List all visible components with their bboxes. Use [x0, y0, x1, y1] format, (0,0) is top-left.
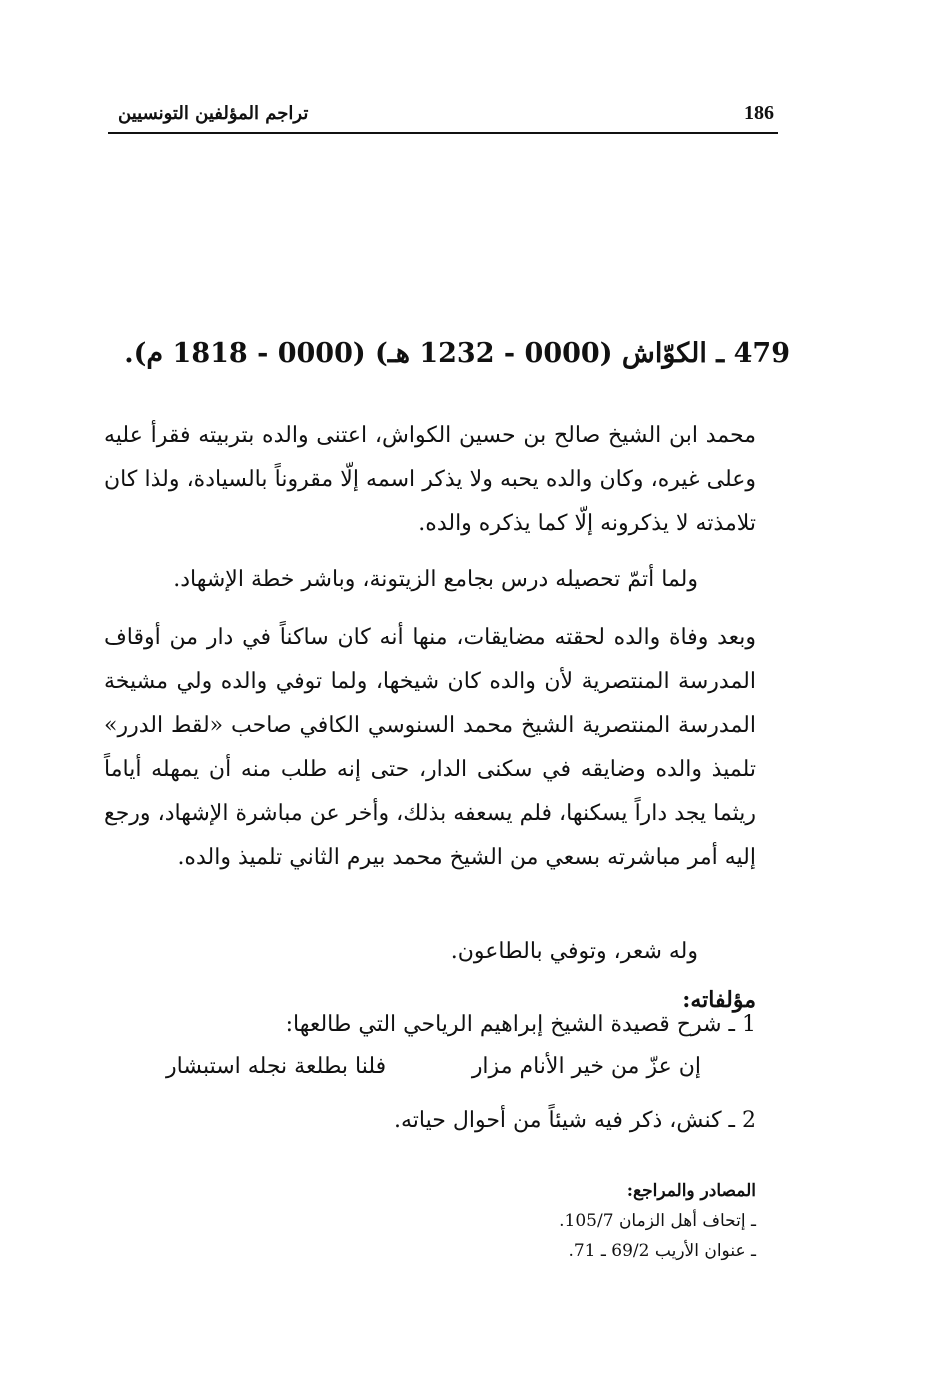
works-list [104, 1004, 756, 1142]
source-item-2: ـ عنوان الأريب 69/2 ـ 71. [568, 1241, 756, 1261]
work-item-2: 2 ـ كنش، ذكر فيه شيئاً من أحوال حياته. [394, 1108, 756, 1133]
biography-paragraph-4: وله شعر، وتوفي بالطاعون. [450, 939, 698, 964]
biography-paragraph-2: ولما أتمّ تحصيله درس بجامع الزيتونة، وباشر خطة الإشهاد. [173, 567, 698, 592]
source-item-1: ـ إتحاف أهل الزمان 105/7. [559, 1211, 756, 1231]
works-heading: مؤلفاته: [682, 987, 756, 1014]
sources-section [456, 1176, 756, 1266]
poetry-verse [166, 1046, 701, 1088]
verse-first-half: إن عزّ من خير الأنام مزار [471, 1054, 701, 1079]
verse-second-half: فلنا بطلعة نجله استبشار [166, 1054, 387, 1079]
page-number: 186 [744, 102, 774, 124]
running-title: تراجم المؤلفين التونسيين [118, 103, 309, 124]
biography-paragraph-3: وبعد وفاة والده لحقته مضايقات، منها أنه كان ساكناً في دار من أوقاف المدرسة المنتصرية لأن والده كان شيخها، ولما توفي والده ولي مشيخة المدرسة المنتصرية الشيخ محمد السنوسي الكافي صاحب «لقط الدرر» تلميذ والده وضايقه في سكنى الدار، حتى إنه طلب منه أن يمهله أياماً ريثما يجد داراً يسكنها، فلم يسعفه بذلك، وأخر عن مباشرة الإشهاد، ورجع إليه أمر مباشرته بسعي من الشيخ محمد بيرم الثاني تلميذ والده. [104, 625, 756, 870]
entry-title: 479 ـ الكوّاش (0000 - 1232 هـ) (0000 - 1818 م). [124, 338, 790, 370]
work-item-1: 1 ـ شرح قصيدة الشيخ إبراهيم الرياحي التي طالعها: [285, 1012, 756, 1037]
biography-paragraph-1: محمد ابن الشيخ صالح بن حسين الكواش، اعتنى والده بتربيته فقرأ عليه وعلى غيره، وكان والده يحبه ولا يذكر اسمه إلّا مقروناً بالسيادة، ولذا كان تلامذته لا يذكرونه إلّا كما يذكره والده. [104, 423, 756, 536]
sources-heading: المصادر والمراجع: [626, 1181, 756, 1201]
running-header [108, 98, 778, 134]
